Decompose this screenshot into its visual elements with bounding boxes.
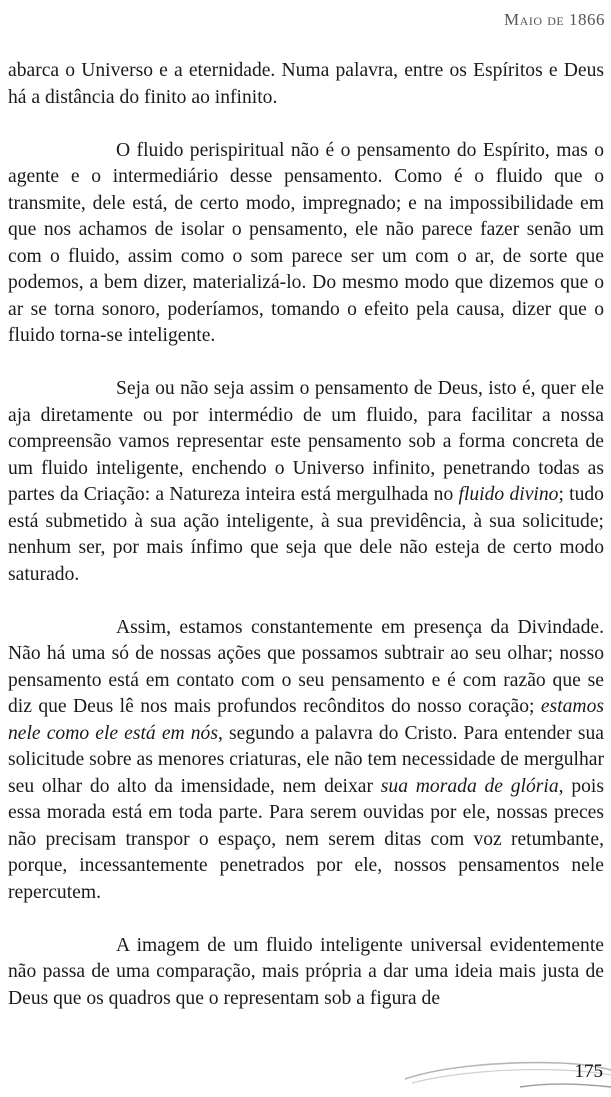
paragraph-continuation: abarca o Universo e a eternidade. Numa palavra, entre os Espíritos e Deus há a distância do finito ao infinito. bbox=[8, 60, 604, 108]
body-text bbox=[8, 58, 604, 1039]
paragraph-divine-presence bbox=[8, 615, 604, 907]
running-header: Maio de 1866 bbox=[504, 10, 605, 29]
text-segment: Assim, estamos constantemente em presença da Divindade. Não há uma só de nossas ações que possamos subtrair ao seu olhar; nosso pensamento está em contato com o seu pensamento e é com razão que se diz que Deus lê nos mais profundos recônditos do nosso coração; bbox=[8, 616, 604, 717]
paragraph-divine-fluid bbox=[8, 376, 604, 588]
paragraph-perispiritual-fluid: O fluido perispiritual não é o pensamento do Espírito, mas o agente e o intermediário desse pensamento. Como é o fluido que o transmite, dele está, de certo modo, impregnado; e na impossibilidade em que nos achamos de isolar o pensamento, ele não parece fazer senão um com o fluido, assim como o som parece ser um com o ar, de sorte que podemos, a bem dizer, materializá-lo. Do mesmo modo que dizemos que o ar se torna sonoro, poderíamos, tomando o efeito pela causa, dizer que o fluido torna-se inteligente. bbox=[8, 139, 604, 346]
italic-phrase: estamos nele como ele está em nós bbox=[8, 696, 604, 744]
text-segment: Seja ou não seja assim o pensamento de Deus, isto é, quer ele aja diretamente ou por intermédio de um fluido, para facilitar a nossa compreensão vamos representar este pensamento sob a forma concreta de um fluido inteligente, enchendo o Universo infinito, penetrando todas as partes da Criação: a Natureza inteira está mergulhada no bbox=[8, 378, 604, 505]
italic-phrase: sua morada de glória bbox=[380, 775, 559, 797]
page-number: 175 bbox=[574, 1061, 603, 1082]
italic-phrase: fluido divino bbox=[458, 484, 559, 505]
page-footer bbox=[0, 1037, 611, 1097]
paragraph-universal-fluid-image: A imagem de um fluido inteligente universal evidentemente não passa de uma comparação, mais própria a dar uma ideia mais justa de Deus que os quadros que o representam sob a figura de bbox=[8, 934, 604, 1009]
text-segment: ; tudo está submetido à sua ação inteligente, à sua previdência, à sua solicitude; nenhum ser, por mais ínfimo que seja que dele não esteja de certo modo saturado. bbox=[8, 484, 604, 585]
text-segment: , segundo a palavra do Cristo. Para entender sua solicitude sobre as menores criaturas, ele não tem necessidade de mergulhar seu olhar do alto da imensidade, nem deixar bbox=[8, 722, 604, 797]
text-segment: , pois essa morada está em toda parte. Para serem ouvidas por ele, nossas preces não precisam transpor o espaço, nem serem ditas com voz retumbante, porque, incessantemente penetrados por ele, nossos pensamentos nele repercutem. bbox=[8, 775, 604, 903]
decorative-swoosh-icon bbox=[0, 1037, 611, 1097]
